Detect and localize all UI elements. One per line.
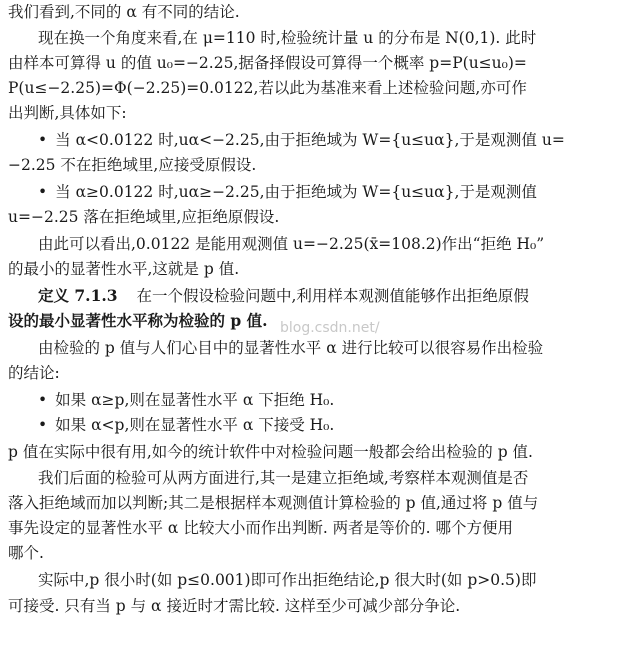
text-line: 的结论:	[8, 364, 60, 382]
text-line: 哪个.	[8, 544, 44, 562]
text-line: 出判断,具体如下:	[8, 104, 127, 122]
definition-text: 在一个假设检验问题中,利用样本观测值能够作出拒绝原假	[136, 287, 529, 305]
bullet-item: • 如果 α≥p,则在显著性水平 α 下拒绝 H₀.	[38, 388, 630, 412]
text-line: 由检验的 p 值与人们心目中的显著性水平 α 进行比较可以很容易作出检验	[38, 339, 544, 357]
bullet-item: • 如果 α<p,则在显著性水平 α 下接受 H₀.	[38, 413, 630, 437]
text-line: 我们后面的检验可从两方面进行,其一是建立拒绝域,考察样本观测值是否	[38, 469, 529, 487]
bullet-item: • 当 α<0.0122 时,uα<−2.25,由于拒绝域为 W={u≤uα},于是观测值 u=	[38, 128, 630, 152]
text-line: 实际中,p 很小时(如 p≤0.001)即可作出拒绝结论,p 很大时(如 p>0.5)即	[38, 571, 537, 589]
text-line: 我们看到,不同的 α 有不同的结论.	[8, 3, 240, 21]
text-line: 事先设定的显著性水平 α 比较大小而作出判断. 两者是等价的. 哪个方便用	[8, 519, 514, 537]
text-line: −2.25 不在拒绝域里,应接受原假设.	[8, 156, 257, 174]
text-line: 由此可以看出,0.0122 是能用观测值 u=−2.25(x̄=108.2)作出“拒绝 H₀”	[38, 235, 545, 253]
definition-label: 定义 7.1.3	[38, 286, 118, 305]
definition-line	[38, 284, 630, 308]
bullet-item: • 当 α≥0.0122 时,uα≥−2.25,由于拒绝域为 W={u≤uα},于是观测值	[38, 180, 630, 204]
text-line: 落入拒绝域而加以判断;其二是根据样本观测值计算检验的 p 值,通过将 p 值与	[8, 494, 539, 512]
watermark-text: blog.csdn.net/	[280, 320, 380, 336]
text-line: P(u≤−2.25)=Φ(−2.25)=0.0122,若以此为基准来看上述检验问题,亦可作	[8, 79, 527, 97]
text-line: 的最小的显著性水平,这就是 p 值.	[8, 260, 240, 278]
text-line: u=−2.25 落在拒绝域里,应拒绝原假设.	[8, 208, 280, 226]
text-line: 由样本可算得 u 的值 u₀=−2.25,据备择假设可算得一个概率 p=P(u≤u₀)=	[8, 54, 527, 72]
text-line: p 值在实际中很有用,如今的统计软件中对检验问题一般都会给出检验的 p 值.	[8, 443, 533, 461]
definition-line: 设的最小显著性水平称为检验的 p 值.	[8, 311, 268, 330]
text-line: 现在换一个角度来看,在 μ=110 时,检验统计量 u 的分布是 N(0,1). 此时	[38, 29, 537, 47]
text-line: 可接受. 只有当 p 与 α 接近时才需比较. 这样至少可减少部分争论.	[8, 597, 461, 615]
